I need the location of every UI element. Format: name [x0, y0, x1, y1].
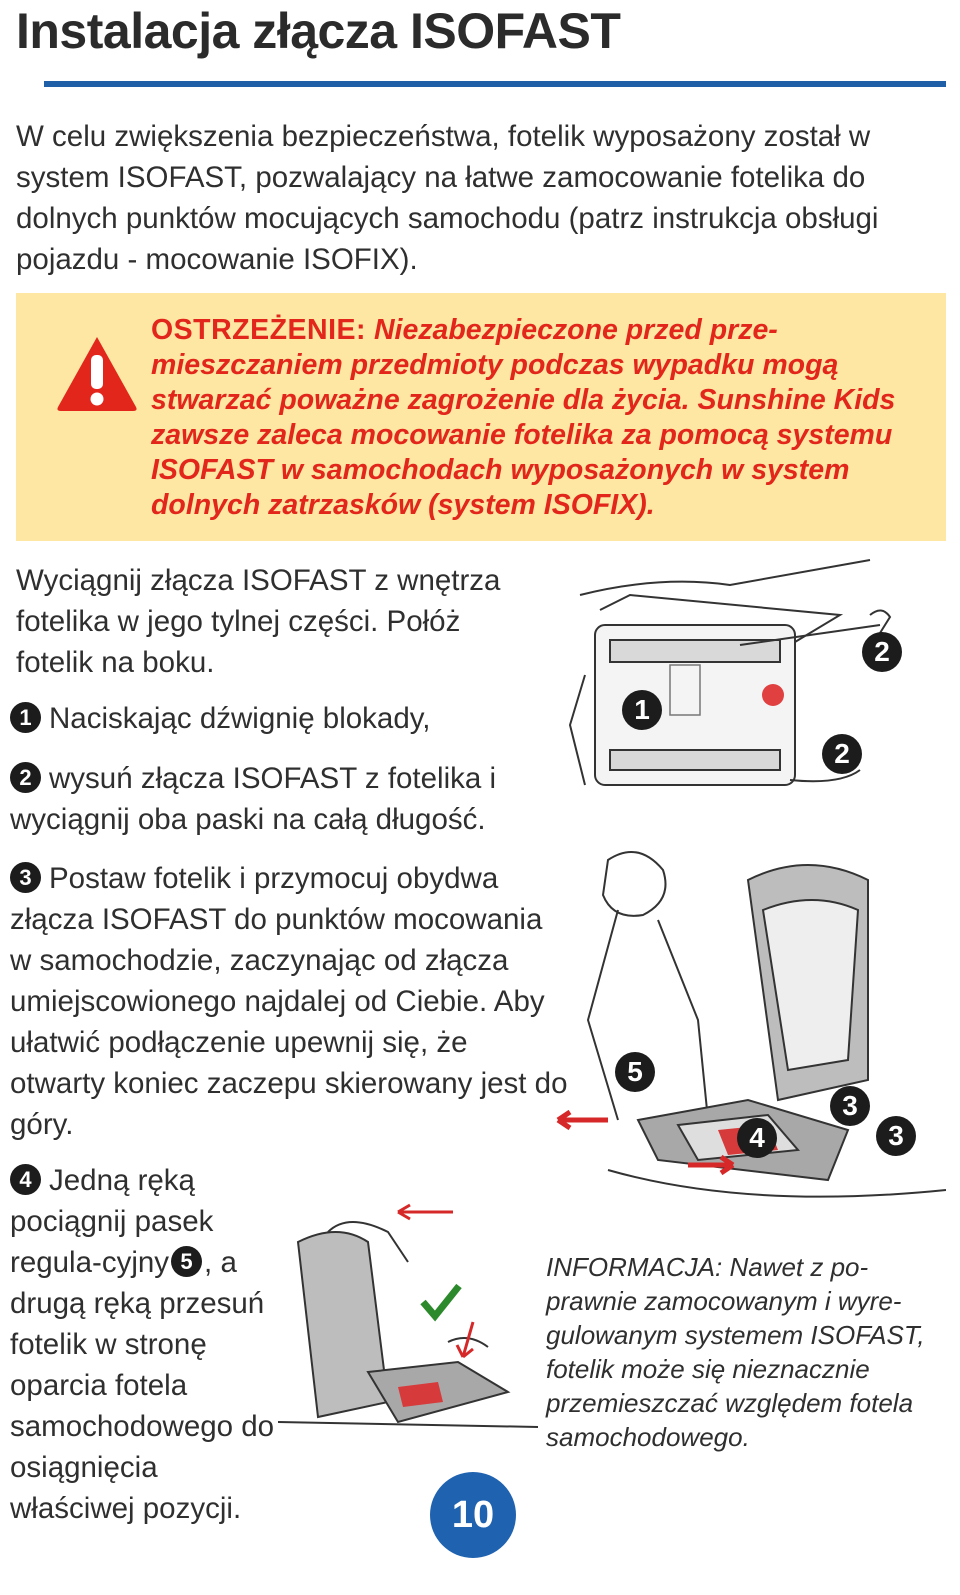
- warning-lead: OSTRZEŻENIE:: [151, 314, 367, 346]
- seat-position-illustration: [278, 1202, 540, 1442]
- illustration-label-3a: 3: [830, 1086, 870, 1126]
- step-4-text-b: , a drugą ręką przesuń fotelik w stronę oparcia fotela samochodowego do osiągnięcia właściwej pozycji.: [10, 1246, 275, 1525]
- step-3-number: 3: [10, 862, 41, 893]
- step-4-text-a: Jedną ręką pociągnij pasek regula-cyjny: [10, 1164, 214, 1279]
- title-rule: [44, 81, 946, 87]
- step-1-number: 1: [10, 702, 41, 733]
- step-1: [10, 698, 530, 739]
- info-note: INFORMACJA: Nawet z po-prawnie zamocowanym i wyre-gulowanym systemem ISOFAST, fotelik może się nieznacznie przemieszczać względem fotela samochodowego.: [546, 1252, 925, 1452]
- warning-box: [16, 293, 946, 541]
- intro-paragraph: W celu zwiększenia bezpieczeństwa, fotelik wyposażony został w system ISOFAST, pozwalający na łatwe zamocowanie fotelika do dolnych punktów mocujących samochodu (patrz instrukcja obsługi pojazdu - mocowanie ISOFIX).: [16, 120, 879, 276]
- step-3-text: Postaw fotelik i przymocuj obydwa złącza ISOFAST do punktów mocowania w samochodzie, zaczynając od złącza umiejscowionego najdalej od Ciebie. Aby ułatwić podłączenie upewnij się, że otwarty koniec zaczepu skierowany jest do góry.: [10, 862, 568, 1141]
- seat-install-illustration: [548, 820, 946, 1220]
- illustration-label-5: 5: [615, 1052, 655, 1092]
- illustration-label-2b: 2: [822, 734, 862, 774]
- step-4: [10, 1160, 275, 1529]
- illustration-label-4: 4: [737, 1118, 777, 1158]
- illustration-label-2a: 2: [862, 632, 902, 672]
- page-number: 10: [430, 1472, 516, 1558]
- illustration-label-1: 1: [622, 690, 662, 730]
- warning-body: Niezabezpieczone przed prze-mieszczaniem przedmioty podczas wypadku mogą stwarzać poważne zagrożenie dla życia. Sunshine Kids zawsze zaleca mocowanie fotelika za pomocą systemu ISOFAST w samochodach wyposażonych w system dolnych zatrzasków (system ISOFIX).: [151, 314, 896, 521]
- page-title: Instalacja złącza ISOFAST: [16, 3, 621, 59]
- warning-icon: [54, 333, 140, 413]
- prep-text: Wyciągnij złącza ISOFAST z wnętrza fotelika w jego tylnej części. Połóż fotelik na boku.: [16, 564, 501, 679]
- step-1-text: Naciskając dźwignię blokady,: [49, 702, 431, 735]
- step-4-number: 4: [10, 1164, 41, 1195]
- warning-text: [151, 313, 931, 523]
- step-3: [10, 858, 570, 1145]
- step-5-number: 5: [171, 1246, 202, 1277]
- seat-side-illustration: [540, 555, 940, 805]
- step-2-number: 2: [10, 762, 41, 793]
- illustration-label-3b: 3: [876, 1116, 916, 1156]
- step-2-text: wysuń złącza ISOFAST z fotelika i wyciągnij oba paski na całą długość.: [10, 762, 497, 836]
- step-2: [10, 758, 570, 840]
